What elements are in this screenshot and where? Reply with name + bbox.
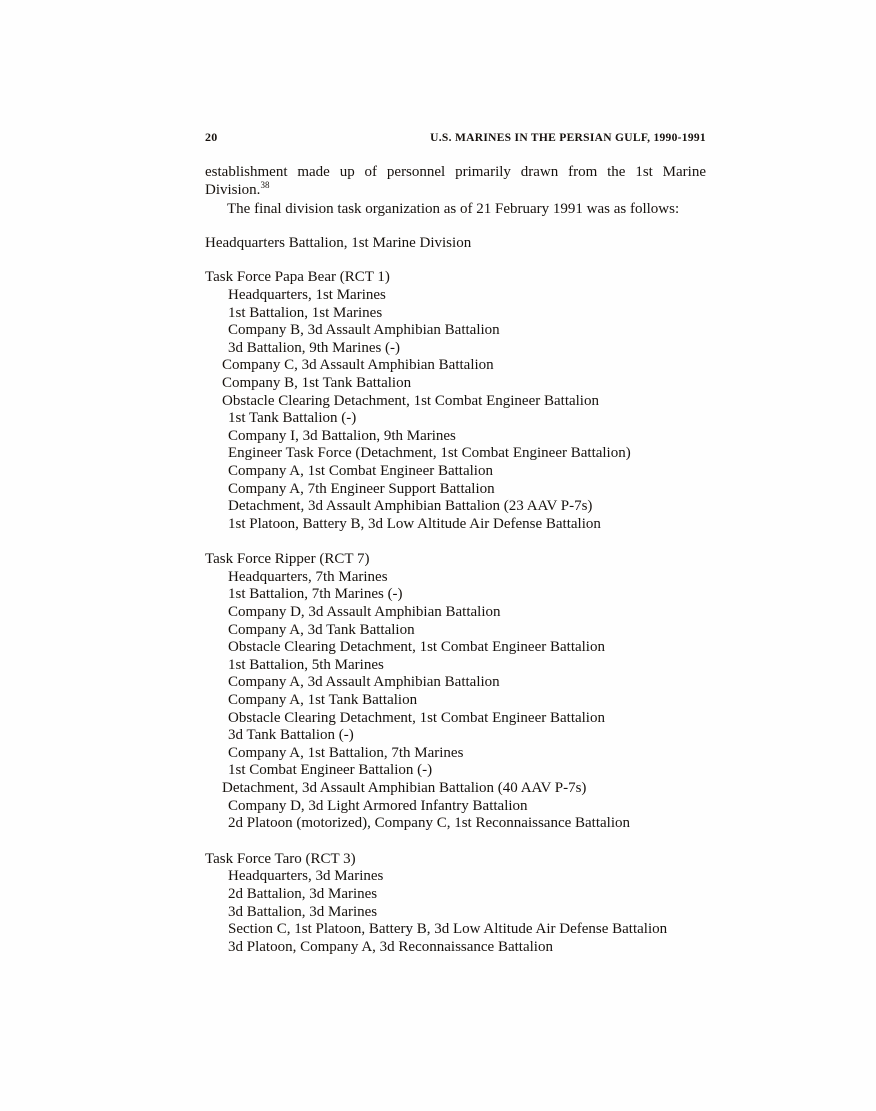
- org-item: Company B, 3d Assault Amphibian Battalion: [228, 322, 500, 339]
- task-force-title: Task Force Ripper (RCT 7): [205, 551, 370, 568]
- org-item: Company A, 7th Engineer Support Battalion: [228, 480, 495, 497]
- task-force-group: [205, 851, 706, 957]
- org-item: 1st Battalion, 7th Marines (-): [228, 586, 403, 603]
- org-item: 2d Battalion, 3d Marines: [228, 885, 378, 902]
- org-item: Obstacle Clearing Detachment, 1st Combat Engineer Battalion: [222, 392, 599, 409]
- org-item: Company A, 1st Combat Engineer Battalion: [228, 462, 493, 479]
- org-item: Detachment, 3d Assault Amphibian Battalion (40 AAV P-7s): [222, 780, 587, 796]
- org-item: Detachment, 3d Assault Amphibian Battalion (23 AAV P-7s): [228, 498, 593, 515]
- org-item: Company I, 3d Battalion, 9th Marines: [228, 427, 456, 444]
- org-item: 1st Battalion, 5th Marines: [228, 656, 384, 673]
- org-item: Obstacle Clearing Detachment, 1st Combat Engineer Battalion: [228, 709, 605, 726]
- org-item: Headquarters, 7th Marines: [228, 568, 388, 585]
- task-force-group: [205, 551, 706, 833]
- org-item: 1st Battalion, 1st Marines: [228, 304, 383, 321]
- intro-line-3: The final division task organization as of 21 February 1991 was as follows:: [227, 201, 680, 218]
- intro-line-2-text: Division.: [205, 181, 261, 198]
- running-title: U.S. MARINES IN THE PERSIAN GULF, 1990-1991: [430, 132, 706, 144]
- org-item: Obstacle Clearing Detachment, 1st Combat Engineer Battalion: [228, 639, 605, 656]
- footnote-marker: 38: [260, 179, 270, 190]
- task-force-group: [205, 269, 706, 533]
- intro-line-2: [205, 179, 706, 200]
- org-lead: Headquarters Battalion, 1st Marine Division: [205, 234, 472, 251]
- org-item: Company A, 3d Assault Amphibian Battalion: [228, 674, 500, 691]
- org-item: 2d Platoon (motorized), Company C, 1st Reconnaissance Battalion: [228, 815, 631, 832]
- org-item: Section C, 1st Platoon, Battery B, 3d Low Altitude Air Defense Battalion: [228, 921, 668, 938]
- org-item: 3d Battalion, 9th Marines (-): [228, 339, 401, 356]
- org-item: 1st Combat Engineer Battalion (-): [228, 762, 433, 779]
- body-text: [205, 164, 706, 956]
- org-item: Company C, 3d Assault Amphibian Battalion: [222, 357, 494, 374]
- task-force-title: Task Force Taro (RCT 3): [205, 850, 356, 867]
- org-item: 3d Battalion, 3d Marines: [228, 903, 378, 920]
- org-item: Headquarters, 3d Marines: [228, 868, 384, 885]
- org-item: Company D, 3d Light Armored Infantry Battalion: [228, 797, 528, 814]
- intro-paragraph: [205, 164, 706, 219]
- org-item: Company B, 1st Tank Battalion: [222, 374, 412, 391]
- org-item: 3d Platoon, Company A, 3d Reconnaissance Battalion: [228, 938, 553, 955]
- org-item: Company A, 1st Tank Battalion: [228, 692, 418, 709]
- org-item: 1st Tank Battalion (-): [228, 410, 357, 427]
- org-item: Engineer Task Force (Detachment, 1st Combat Engineer Battalion): [228, 445, 631, 462]
- task-force-title: Task Force Papa Bear (RCT 1): [205, 269, 390, 286]
- page-number: 20: [205, 130, 218, 144]
- org-item: 3d Tank Battalion (-): [228, 727, 354, 744]
- intro-line-1: establishment made up of personnel primarily drawn from the 1st Marine: [205, 164, 706, 180]
- running-head: [205, 130, 706, 145]
- org-item: 1st Platoon, Battery B, 3d Low Altitude Air Defense Battalion: [228, 515, 601, 532]
- org-item: Headquarters, 1st Marines: [228, 286, 386, 303]
- org-item: Company A, 1st Battalion, 7th Marines: [228, 744, 464, 761]
- org-item: Company D, 3d Assault Amphibian Battalion: [228, 604, 501, 621]
- org-groups: [205, 269, 706, 956]
- org-item: Company A, 3d Tank Battalion: [228, 621, 415, 638]
- page-content: [205, 130, 706, 974]
